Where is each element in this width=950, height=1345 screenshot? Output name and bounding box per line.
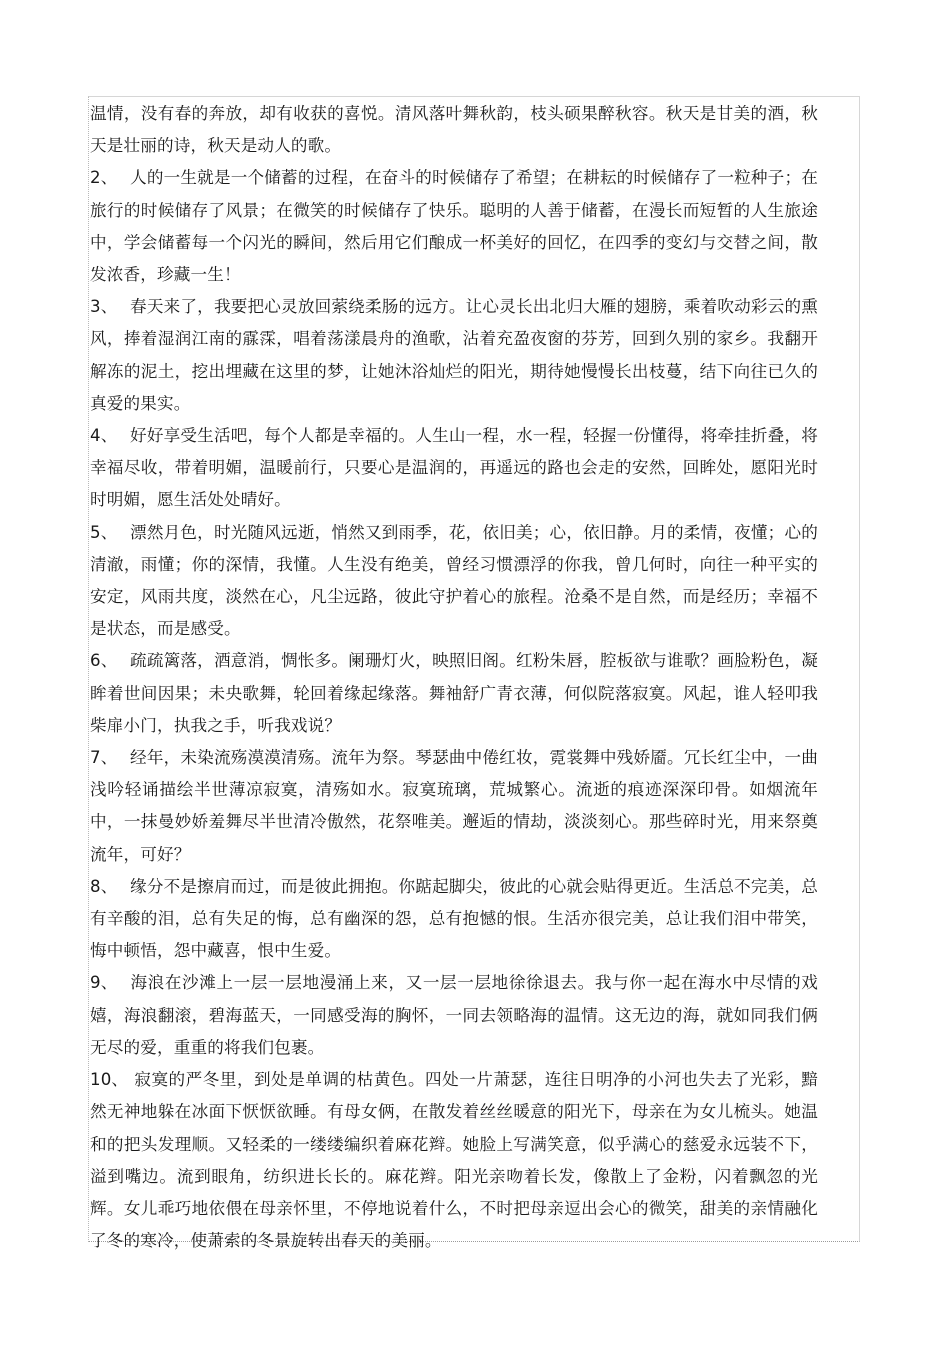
paragraph-8 bbox=[90, 871, 818, 968]
paragraph-6 bbox=[90, 645, 818, 742]
paragraph-text: 缘分不是擦肩而过，而是彼此拥抱。你踮起脚尖，彼此的心就会贴得更近。生活总不完美，总有辛酸的泪，总有失足的悔，总有幽深的怨，总有抱憾的恨。生活亦很完美，总让我们泪中带笑，悔中顿悟，怨中藏喜，恨中生爱。 bbox=[90, 876, 818, 961]
paragraph-1 bbox=[90, 98, 818, 162]
paragraph-3 bbox=[90, 291, 818, 420]
paragraph-text: 人的一生就是一个储蓄的过程，在奋斗的时候储存了希望；在耕耘的时候储存了一粒种子；在旅行的时候储存了风景；在微笑的时候储存了快乐。聪明的人善于储蓄，在漫长而短暂的人生旅途中，学会储蓄每一个闪光的瞬间，然后用它们酿成一杯美好的回忆，在四季的变幻与交替之间，散发浓香，珍藏一生！ bbox=[90, 168, 818, 285]
paragraph-9 bbox=[90, 967, 818, 1064]
paragraph-4 bbox=[90, 420, 818, 517]
paragraph-number: 9、 bbox=[90, 973, 118, 993]
paragraph-text: 好好享受生活吧，每个人都是幸福的。人生山一程，水一程，轻握一份懂得，将牵挂折叠，将幸福尽收，带着明媚，温暖前行，只要心是温润的，再遥远的路也会走的安然，回眸处，愿阳光时时明媚，愿生活处处晴好。 bbox=[90, 426, 818, 510]
paragraph-text: 漂然月色，时光随风远逝，悄然又到雨季，花，依旧美；心，依旧静。月的柔情，夜懂；心的清澈，雨懂；你的深情，我懂。人生没有绝美，曾经习惯漂浮的你我，曾几何时，向往一种平实的安定，风雨共度，淡然在心，凡尘远路，彼此守护着心的旅程。沧桑不是自然，而是经历；幸福不是状态，而是感受。 bbox=[90, 522, 818, 639]
paragraph-number: 6、 bbox=[90, 651, 118, 671]
paragraph-number: 8、 bbox=[90, 876, 118, 896]
paragraph-text: 经年，未染流殇漠漠清殇。流年为祭。琴瑟曲中倦红妆，霓裳舞中残娇靥。冗长红尘中，一曲浅吟轻诵描绘半世薄凉寂寞，清殇如水。寂寞琉璃，荒城繁心。流逝的痕迹深深印骨。如烟流年中，一抹曼妙娇羞舞尽半世清冷傲然，花祭唯美。邂逅的情劫，淡淡刻心。那些碎时光，用来祭奠流年，可好？ bbox=[90, 748, 818, 864]
paragraph-text: 温情，没有春的奔放，却有收获的喜悦。清风落叶舞秋韵，枝头硕果醉秋容。秋天是甘美的酒，秋天是壮丽的诗，秋天是动人的歌。 bbox=[90, 104, 818, 156]
paragraph-5 bbox=[90, 517, 818, 646]
paragraph-text: 寂寞的严冬里，到处是单调的枯黄色。四处一片萧瑟，连往日明净的小河也失去了光彩，黯然无神地躲在冰面下恹恹欲睡。有母女俩，在散发着丝丝暖意的阳光下，母亲在为女儿梳头。她温和的把头发理顺。又轻柔的一缕缕编织着麻花辫。她脸上写满笑意，似乎满心的慈爱永远装不下，溢到嘴边。流到眼角，纺织进长长的。麻花辫。阳光亲吻着长发，像散上了金粉，闪着飘忽的光辉。女儿乖巧地依偎在母亲怀里，不停地说着什么，不时把母亲逗出会心的微笑，甜美的亲情融化了冬的寒冷，使萧索的冬景旋转出春天的美丽。 bbox=[90, 1070, 818, 1251]
paragraph-number: 10、 bbox=[90, 1070, 129, 1090]
paragraph-10 bbox=[90, 1064, 818, 1257]
paragraph-number: 3、 bbox=[90, 297, 118, 317]
paragraph-number: 4、 bbox=[90, 426, 118, 446]
paragraph-2 bbox=[90, 162, 818, 291]
paragraph-text: 疏疏篱落，酒意消，惆怅多。阑珊灯火，映照旧阁。红粉朱唇，腔板欲与谁歌？画脸粉色，凝眸着世间因果；未央歌舞，轮回着缘起缘落。舞袖舒广青衣薄，何似院落寂寞。风起，谁人轻叩我柴扉小门，执我之手，听我戏说？ bbox=[90, 651, 818, 735]
paragraph-text: 海浪在沙滩上一层一层地漫涌上来，又一层一层地徐徐退去。我与你一起在海水中尽情的戏嬉，海浪翻滚，碧海蓝天，一同感受海的胸怀，一同去领略海的温情。这无边的海，就如同我们俩无尽的爱，重重的将我们包裹。 bbox=[90, 973, 818, 1057]
paragraph-7 bbox=[90, 742, 818, 871]
paragraph-number: 7、 bbox=[90, 748, 118, 768]
paragraph-number: 2、 bbox=[90, 168, 118, 188]
document-body bbox=[90, 98, 818, 1257]
paragraph-number: 5、 bbox=[90, 522, 118, 542]
paragraph-text: 春天来了，我要把心灵放回萦绕柔肠的远方。让心灵长出北归大雁的翅膀，乘着吹动彩云的熏风，捧着湿润江南的霡霂，唱着荡漾晨舟的渔歌，沾着充盈夜窗的芬芳，回到久别的家乡。我翻开解冻的泥土，挖出埋藏在这里的梦，让她沐浴灿烂的阳光，期待她慢慢长出枝蔓，结下向往已久的真爱的果实。 bbox=[90, 297, 818, 413]
